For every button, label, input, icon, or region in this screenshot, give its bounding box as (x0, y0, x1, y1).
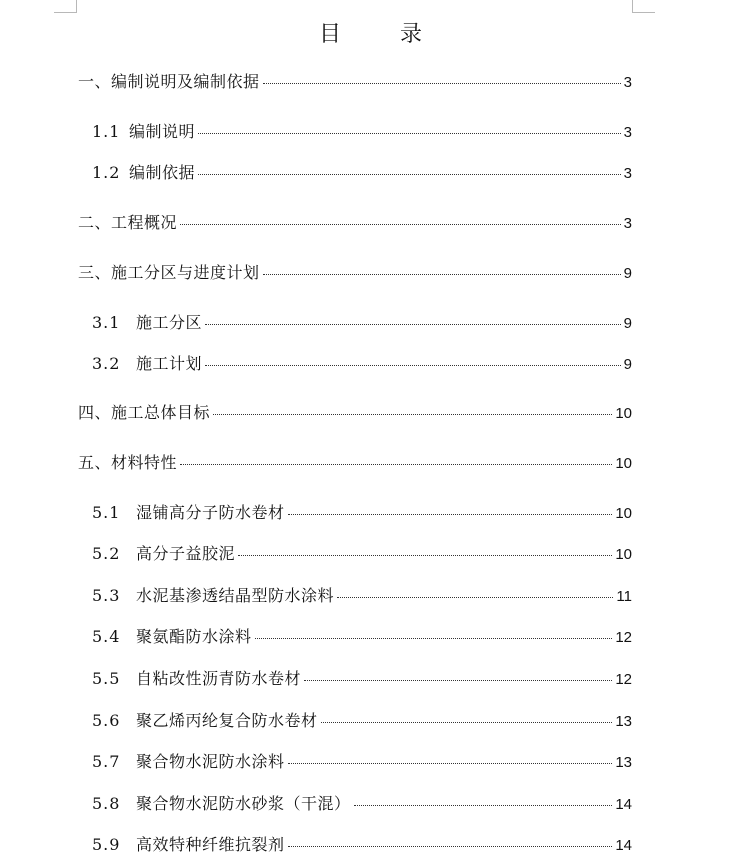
toc-entry-page: 13 (615, 754, 632, 771)
dot-leader (180, 464, 612, 465)
dot-leader (198, 133, 621, 134)
toc-entry-page: 12 (615, 629, 632, 646)
toc-entry[interactable] (78, 72, 632, 93)
toc-entry-page: 14 (615, 837, 632, 854)
crop-mark-top-right (632, 0, 655, 13)
toc-entry[interactable] (92, 794, 632, 815)
toc-entry-page: 3 (623, 165, 632, 182)
toc-entry-text: 聚合物水泥防水涂料 (136, 752, 285, 771)
toc-entry[interactable] (92, 503, 632, 524)
toc-entry[interactable] (78, 403, 632, 424)
dot-leader (263, 274, 621, 275)
dot-leader (288, 514, 613, 515)
toc-entry[interactable] (92, 669, 632, 690)
toc-entry-page: 3 (623, 124, 632, 141)
dot-leader (205, 324, 621, 325)
dot-leader (321, 722, 613, 723)
toc-entry-number: 5.9 (92, 835, 121, 854)
toc-entry-text: 高分子益胶泥 (136, 544, 236, 563)
toc-entry[interactable] (92, 835, 632, 856)
toc-entry-text: 水泥基渗透结晶型防水涂料 (136, 586, 335, 605)
toc-entry[interactable] (92, 163, 632, 184)
toc-entry-page: 11 (616, 588, 632, 605)
dot-leader (354, 805, 613, 806)
toc-entry-page: 12 (615, 671, 632, 688)
toc-entry-number: 5.3 (92, 586, 121, 605)
toc-title: 目 录 (319, 22, 448, 47)
toc-entry-text: 自粘改性沥青防水卷材 (136, 669, 302, 688)
dot-leader (180, 224, 621, 225)
toc-entry-number: 5.2 (92, 544, 121, 563)
toc-entry[interactable] (92, 711, 632, 732)
toc-entry-text: 编制说明 (129, 122, 196, 141)
toc-entry-page: 3 (623, 74, 632, 91)
toc-entry-number: 3.2 (92, 354, 121, 373)
toc-entry-number: 5.5 (92, 669, 121, 688)
toc-entry-number: 1.1 (92, 122, 121, 141)
toc-entry-number: 3.1 (92, 313, 121, 332)
toc-entry[interactable] (92, 752, 632, 773)
toc-entry-number: 5.7 (92, 752, 121, 771)
toc-entry-text: 施工计划 (136, 354, 203, 373)
toc-entry-page: 9 (623, 265, 632, 282)
toc-entry-text: 高效特种纤维抗裂剂 (136, 835, 285, 854)
dot-leader (288, 763, 613, 764)
crop-mark-top-left (54, 0, 77, 13)
dot-leader (304, 680, 612, 681)
toc-entry[interactable] (92, 544, 632, 565)
toc-entry-page: 13 (615, 713, 632, 730)
dot-leader (238, 555, 612, 556)
dot-leader (198, 174, 621, 175)
toc-entry-text: 聚乙烯丙纶复合防水卷材 (136, 711, 318, 730)
toc-entry-text: 编制依据 (129, 163, 196, 182)
dot-leader (205, 365, 621, 366)
toc-entry[interactable] (92, 354, 632, 375)
toc-entry[interactable] (92, 586, 632, 607)
dot-leader (255, 638, 613, 639)
toc-entry[interactable] (92, 122, 632, 143)
toc-entry-text: 三、施工分区与进度计划 (78, 263, 260, 282)
dot-leader (263, 83, 621, 84)
dot-leader (213, 414, 612, 415)
toc-entry-text: 一、编制说明及编制依据 (78, 72, 260, 91)
toc-entry[interactable] (92, 627, 632, 648)
toc-entry-number: 1.2 (92, 163, 121, 182)
toc-entry-page: 10 (615, 405, 632, 422)
toc-entry-number: 5.1 (92, 503, 121, 522)
toc-entry-text: 二、工程概况 (78, 213, 178, 232)
toc-entry-page: 3 (623, 215, 632, 232)
toc-entry-text: 聚合物水泥防水砂浆（干混） (136, 794, 351, 813)
toc-entry-text: 五、材料特性 (78, 453, 178, 472)
toc-entry-page: 9 (623, 356, 632, 373)
dot-leader (288, 846, 613, 847)
toc-entry[interactable] (78, 453, 632, 474)
toc-entry-number: 5.4 (92, 627, 121, 646)
toc-entry-number: 5.8 (92, 794, 121, 813)
toc-entry-page: 10 (615, 505, 632, 522)
toc-entry-text: 施工分区 (136, 313, 203, 332)
toc-entry[interactable] (78, 263, 632, 284)
toc-entry[interactable] (92, 313, 632, 334)
dot-leader (337, 597, 613, 598)
toc-entry-page: 10 (615, 455, 632, 472)
toc-entry-number: 5.6 (92, 711, 121, 730)
toc-entry-page: 9 (623, 315, 632, 332)
toc-entry-text: 四、施工总体目标 (78, 403, 211, 422)
toc-entry-text: 湿铺高分子防水卷材 (136, 503, 285, 522)
toc-entry-page: 14 (615, 796, 632, 813)
toc-entry[interactable] (78, 213, 632, 234)
toc-entry-page: 10 (615, 546, 632, 563)
toc-entry-text: 聚氨酯防水涂料 (136, 627, 252, 646)
